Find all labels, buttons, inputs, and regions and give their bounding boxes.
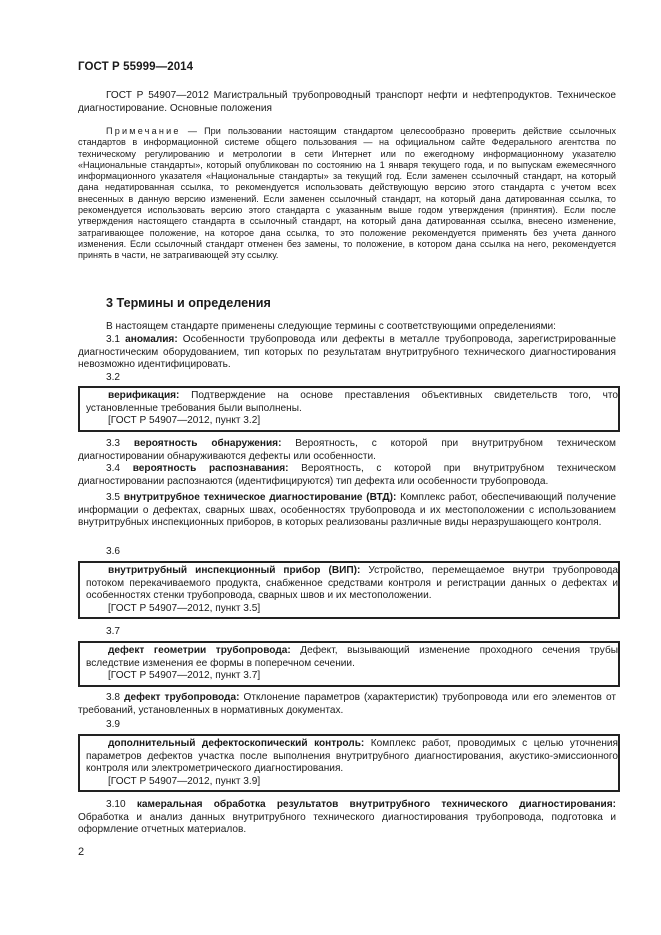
term-name: камеральная обработка результатов внутритрубного технического диагностирования: xyxy=(136,799,616,810)
term-source-reference: [ГОСТ Р 54907—2012, пункт 3.7] xyxy=(108,670,261,682)
term-name: вероятность распознавания: xyxy=(132,463,289,474)
term-name: дополнительный дефектоскопический контроль: xyxy=(108,738,365,749)
normative-reference-entry xyxy=(78,90,616,115)
reference-text: ГОСТ Р 54907—2012 Магистральный трубопроводный транспорт нефти и нефтепродуктов. Техническое диагностирование. Основные положения xyxy=(78,90,616,114)
term-3-2-number: 3.2 xyxy=(106,372,121,383)
term-definition: Отклонение параметров (характеристик) трубопровода или его элементов от требований, установленных в нормативных документах. xyxy=(78,692,616,716)
term-number: 3.10 xyxy=(106,799,126,810)
term-source-reference: [ГОСТ Р 54907—2012, пункт 3.2] xyxy=(108,415,261,427)
intro-text: В настоящем стандарте применены следующие термины с соответствующими определениями: xyxy=(106,321,556,332)
term-3-8 xyxy=(78,692,616,717)
document-header: ГОСТ Р 55999—2014 xyxy=(78,61,194,73)
section-title: 3 Термины и определения xyxy=(106,296,271,310)
term-number: 3.4 xyxy=(106,463,121,474)
term-3-4 xyxy=(78,463,616,488)
term-number: 3.3 xyxy=(106,438,121,449)
term-name: внутритрубное техническое диагностирование (ВТД): xyxy=(123,492,397,503)
term-3-2-box xyxy=(78,386,620,432)
term-definition: Обработка и анализ данных внутритрубного технического диагностирования трубопровода, подготовка и оформление отчетных материалов. xyxy=(78,811,616,836)
term-number: 3.8 xyxy=(106,692,121,703)
term-definition: Подтверждение на основе преставления объективных свидетельств того, что установленные требования были выполнены. xyxy=(86,390,618,414)
term-3-3 xyxy=(78,438,616,463)
term-definition: Комплекс работ, проводимых с целью уточнения параметров дефектов участка после выполнения внутритрубного диагностирования, акустико-эмиссионного контроля или электрометрического диагностирования. xyxy=(86,738,618,775)
term-source-reference: [ГОСТ Р 54907—2012, пункт 3.5] xyxy=(108,602,261,614)
term-3-5 xyxy=(78,492,616,530)
term-number: 3.1 xyxy=(106,334,121,345)
note-dash: — xyxy=(180,126,205,136)
term-3-7-box xyxy=(78,641,620,687)
page-number: 2 xyxy=(78,846,85,858)
term-3-9-box xyxy=(78,734,620,792)
section-intro xyxy=(78,321,616,334)
term-name: дефект трубопровода: xyxy=(124,692,240,703)
term-name: внутритрубный инспекционный прибор (ВИП): xyxy=(108,565,361,576)
term-definition: Дефект, вызывающий изменение проходного сечения трубы вследствие изменения ее формы в поперечном сечении. xyxy=(86,645,618,669)
term-number: 3.5 xyxy=(106,492,121,503)
note-text: При пользовании настоящим стандартом целесообразно проверить действие ссылочных стандартов в информационной системе общего пользования — на официальном сайте Федерального агентства по техническому регулированию и метрологии в сети Интернет или по ежегодному информационному указателю «Национальные стандарты», который опубликован по состоянию на 1 января текущего года, и по выпускам ежемесячного информационного указателя «Национальные стандарты» за текущий год. Если заменен ссылочный стандарт, на который дана недатированная ссылка, то рекомендуется использовать действующую версию этого стандарта с учетом всех внесенных в данную версию изменений. Если заменен ссылочный стандарт, на который дана датированная ссылка, то рекомендуется использовать версию этого стандарта с указанным выше годом утверждения (принятия). Если после утверждения настоящего стандарта в ссылочный стандарт, на который дана датированная ссылка, внесено изменение, затрагивающее положение, на которое дана ссылка, то это положение рекомендуется применять без учета данного изменения. Если ссылочный стандарт отменен без замены, то положение, в котором дана ссылка на него, рекомендуется принять в части, не затрагивающей эту ссылку. xyxy=(78,126,616,261)
term-3-6-box xyxy=(78,561,620,619)
term-name: дефект геометрии трубопровода: xyxy=(108,645,291,656)
term-definition: Особенности трубопровода или дефекты в металле трубопровода, зарегистрированные диагностическим оборудованием, тип которых по результатам внутритрубного технического диагностирования невозможно идентифицировать. xyxy=(78,334,616,371)
term-3-10 xyxy=(78,799,616,837)
term-definition: Устройство, перемещаемое внутри трубопровода потоком перекачиваемого продукта, снабженное средствами контроля и регистрации данных о дефектах и особенностях стенки трубопровода, сварных швов и их местоположении. xyxy=(86,565,618,602)
term-name: вероятность обнаружения: xyxy=(133,438,282,449)
term-definition: Комплекс работ, обеспечивающий получение информации о дефектах, сварных швах, особенностях трубопровода и их местоположении с использованием внутритрубных инспекционных приборов, в которых реализованы различные виды неразрушающего контроля. xyxy=(78,492,617,529)
term-name: аномалия: xyxy=(125,334,178,345)
term-3-1 xyxy=(78,334,616,372)
term-definition: Вероятность, с которой при внутритрубном техническом диагностировании обнаруживаются дефекты или особенности. xyxy=(78,438,616,462)
term-name: верификация: xyxy=(108,390,180,401)
term-definition: Вероятность, с которой при внутритрубном техническом диагностировании распознаются (идентифицируются) тип дефекта или особенности трубопровода. xyxy=(78,463,616,487)
term-source-reference: [ГОСТ Р 54907—2012, пункт 3.9] xyxy=(108,775,261,787)
note-label: Примечание xyxy=(106,126,181,136)
term-3-6-number: 3.6 xyxy=(106,546,121,557)
term-3-9-number: 3.9 xyxy=(106,719,121,730)
term-3-7-number: 3.7 xyxy=(106,626,121,637)
note-block xyxy=(78,126,616,262)
